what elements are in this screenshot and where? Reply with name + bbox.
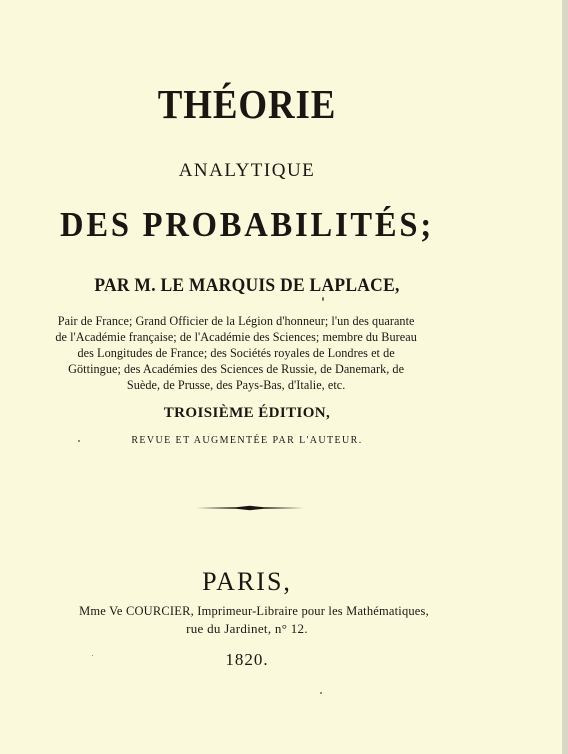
book-subtitle: ANALYTIQUE xyxy=(178,160,316,181)
honorifics-line: Pair de France; Grand Officier de la Légion d'honneur; l'un des quarante xyxy=(57,313,415,328)
edition-statement: TROISIÈME ÉDITION, xyxy=(163,405,331,421)
honorifics-line: de l'Académie française; de l'Académie des Sciences; membre du Bureau xyxy=(55,329,417,344)
printer-address: rue du Jardinet, n° 12. xyxy=(186,621,308,636)
honorifics-line: Göttingue; des Académies des Sciences de Russie, de Danemark, de xyxy=(68,361,405,376)
ink-speck xyxy=(322,297,324,301)
author-honorifics xyxy=(50,313,422,393)
ink-speck xyxy=(92,655,93,656)
printer-imprint: Mme Ve COURCIER, Imprimeur-Libraire pour les Mathématiques, xyxy=(79,603,429,618)
revision-statement: REVUE ET AUGMENTÉE PAR L'AUTEUR. xyxy=(131,435,363,446)
honorifics-line: des Longitudes de France; des Sociétés royales de Londres et de xyxy=(77,345,395,360)
author-line: PAR M. LE MARQUIS DE LAPLACE, xyxy=(94,275,400,296)
page-edge xyxy=(562,0,568,754)
honorifics-line: Suède, de Prusse, des Pays-Bas, d'Italie, etc. xyxy=(126,377,346,392)
ink-speck xyxy=(78,440,80,442)
ornamental-rule xyxy=(196,504,304,512)
publication-city: PARIS, xyxy=(202,567,292,596)
ink-speck xyxy=(320,692,322,694)
book-title: THÉORIE xyxy=(157,81,337,127)
book-main-title: DES PROBABILITÉS; xyxy=(60,205,434,244)
publication-year: 1820. xyxy=(225,650,269,669)
